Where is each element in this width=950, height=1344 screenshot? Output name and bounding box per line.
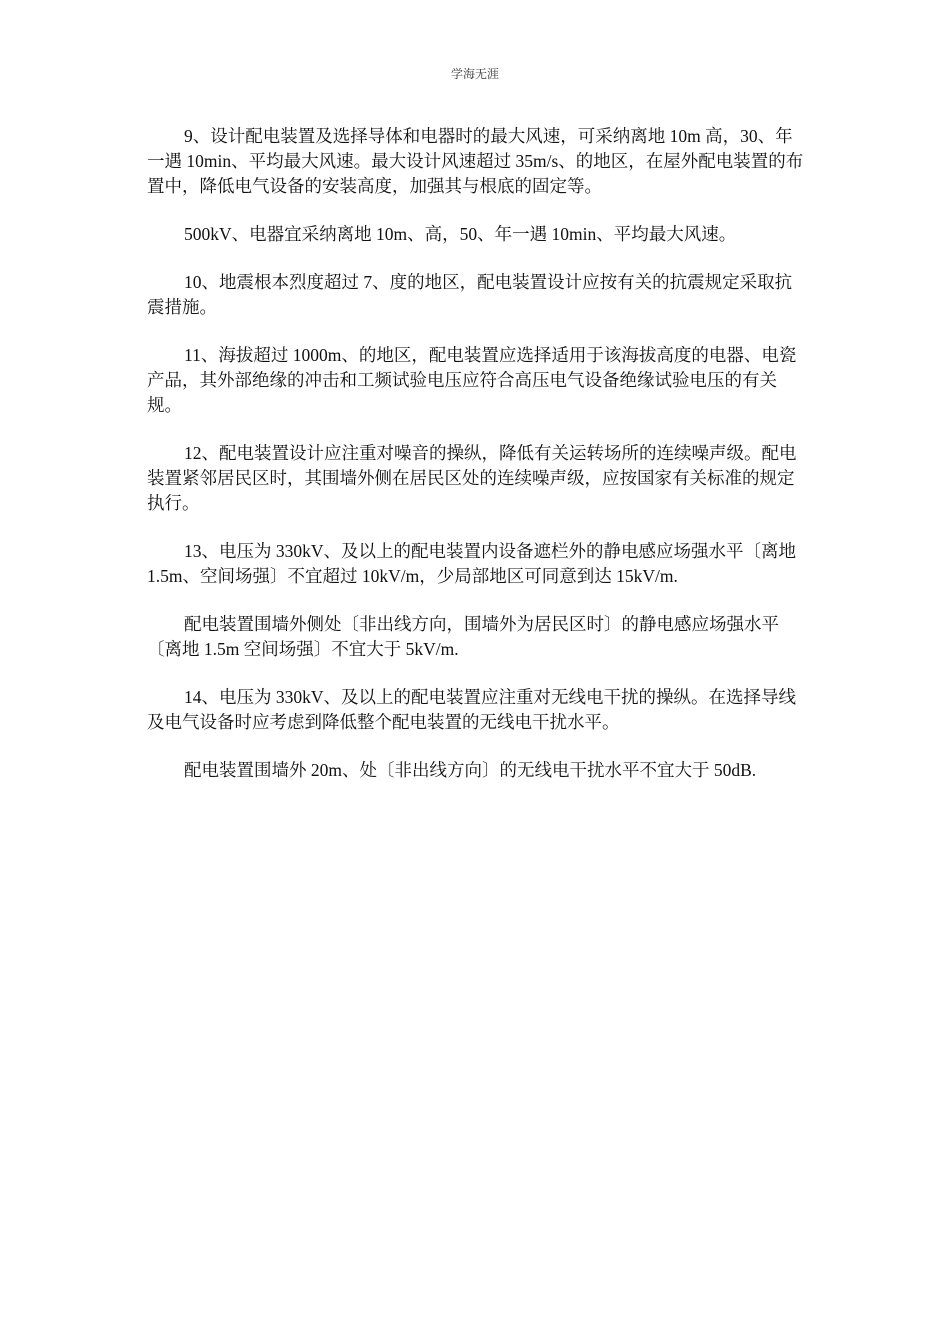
paragraph-fence-radio-interference: 配电装置围墙外 20m、处〔非出线方向〕的无线电干扰水平不宜大于 50dB. xyxy=(184,760,757,780)
paragraph-11-altitude: 11、海拔超过 1000m、的地区，配电装置应选择适用于该海拔高度的电器、电瓷产品，其外部绝缘的冲击和工频试验电压应符合高压电气设备绝缘试验电压的有关规。 xyxy=(147,345,797,415)
paragraph-10-earthquake: 10、地震根本烈度超过 7、度的地区，配电装置设计应按有关的抗震规定采取抗震措施。 xyxy=(147,272,793,317)
paragraph-12-noise: 12、配电装置设计应注重对噪音的操纵，降低有关运转场所的连续噪声级。配电装置紧邻居民区时，其围墙外侧在居民区处的连续噪声级，应按国家有关标准的规定执行。 xyxy=(147,443,797,513)
paragraph-14-radio-interference: 14、电压为 330kV、及以上的配电装置应注重对无线电干扰的操纵。在选择导线及电气设备时应考虑到降低整个配电装置的无线电干扰水平。 xyxy=(147,687,797,732)
paragraph-13-electrostatic-field: 13、电压为 330kV、及以上的配电装置内设备遮栏外的静电感应场强水平〔离地 1.5m、空间场强〕不宜超过 10kV/m，少局部地区可同意到达 15kV/m. xyxy=(147,541,797,586)
paragraph-9-wind-speed: 9、设计配电装置及选择导体和电器时的最大风速，可采纳离地 10m 高，30、年一遇 10min、平均最大风速。最大设计风速超过 35m/s、的地区，在屋外配电装置的布置中，降低电气设备的安装高度，加强其与根底的固定等。 xyxy=(147,126,804,196)
paragraph-500kv-wind-speed: 500kV、电器宜采纳离地 10m、高，50、年一遇 10min、平均最大风速。 xyxy=(184,224,737,244)
paragraph-fence-electrostatic-field: 配电装置围墙外侧处〔非出线方向，围墙外为居民区时〕的静电感应场强水平〔离地 1.5m 空间场强〕不宜大于 5kV/m. xyxy=(147,614,779,659)
page-header: 学海无涯 xyxy=(450,67,499,81)
document-body xyxy=(147,124,809,806)
